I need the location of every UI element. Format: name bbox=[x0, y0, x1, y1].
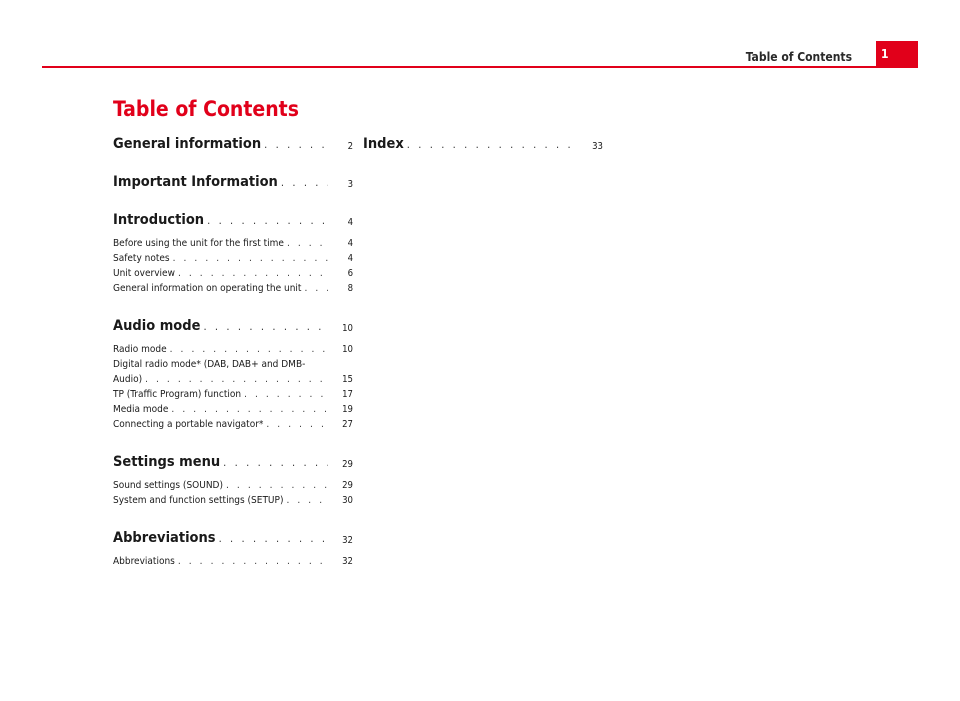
toc-item-label: Radio mode bbox=[113, 344, 167, 355]
toc-page-number: 32 bbox=[342, 556, 353, 567]
toc-group-abbreviations bbox=[113, 554, 353, 569]
toc-page-number: 4 bbox=[347, 238, 353, 249]
toc-item-label: System and function settings (SETUP) bbox=[113, 495, 284, 506]
toc-item-label-line2: Audio) bbox=[113, 374, 143, 385]
toc-item[interactable] bbox=[113, 493, 353, 508]
toc-chapter-label: General information bbox=[113, 136, 262, 152]
page-number-tab bbox=[876, 41, 918, 67]
toc-page-number: 33 bbox=[592, 141, 603, 152]
toc-leader-dots bbox=[407, 138, 578, 152]
toc-group-introduction bbox=[113, 236, 353, 296]
toc-page-number: 30 bbox=[342, 495, 353, 506]
toc-item-label: Sound settings (SOUND) bbox=[113, 480, 223, 491]
toc-item[interactable] bbox=[113, 554, 353, 569]
toc-leader-dots bbox=[264, 138, 328, 152]
header-rule bbox=[42, 66, 918, 68]
toc-leader-dots bbox=[170, 342, 328, 357]
toc-item[interactable] bbox=[113, 402, 353, 417]
page-number: 1 bbox=[881, 47, 889, 61]
toc-chapter-introduction[interactable] bbox=[113, 212, 353, 228]
toc-page-number: 17 bbox=[342, 389, 353, 400]
toc-item[interactable] bbox=[113, 478, 353, 493]
toc-chapter-label: Audio mode bbox=[113, 318, 201, 334]
toc-item-label: TP (Traffic Program) function bbox=[113, 389, 242, 400]
toc-item-label: Abbreviations bbox=[113, 556, 175, 567]
toc-leader-dots bbox=[178, 266, 328, 281]
toc-chapter-label: Important Information bbox=[113, 174, 278, 190]
toc-leader-dots bbox=[173, 251, 328, 266]
toc-leader-dots bbox=[203, 320, 328, 334]
toc-chapter-important[interactable] bbox=[113, 174, 353, 190]
toc-page-number: 4 bbox=[347, 217, 353, 228]
toc-page-number: 27 bbox=[342, 419, 353, 430]
toc-group-settings bbox=[113, 478, 353, 508]
toc-chapter-general[interactable] bbox=[113, 136, 353, 152]
toc-item-label: Safety notes bbox=[113, 253, 170, 264]
toc-leader-dots bbox=[171, 402, 328, 417]
toc-page-number: 10 bbox=[342, 344, 353, 355]
toc-leader-dots bbox=[287, 236, 328, 251]
toc-page-number: 2 bbox=[347, 141, 353, 152]
toc-leader-dots bbox=[223, 456, 328, 470]
toc-chapter-label: Introduction bbox=[113, 212, 205, 228]
toc-item-label: General information on operating the unit bbox=[113, 283, 302, 294]
toc-leader-dots bbox=[226, 478, 328, 493]
toc-page-number: 3 bbox=[347, 179, 353, 190]
toc-item[interactable] bbox=[113, 387, 353, 402]
toc-chapter-settings[interactable] bbox=[113, 454, 353, 470]
toc-leader-dots bbox=[145, 372, 328, 387]
toc-chapter-label: Settings menu bbox=[113, 454, 221, 470]
toc-left-column bbox=[113, 136, 353, 569]
toc-right-column bbox=[363, 136, 603, 152]
toc-page-number: 15 bbox=[342, 374, 353, 385]
toc-item[interactable] bbox=[113, 266, 353, 281]
toc-page-number: 10 bbox=[342, 323, 353, 334]
toc-page-number: 19 bbox=[342, 404, 353, 415]
toc-leader-dots bbox=[266, 417, 328, 432]
toc-item-label: Before using the unit for the first time bbox=[113, 238, 284, 249]
toc-chapter-abbreviations[interactable] bbox=[113, 530, 353, 546]
toc-page-number: 29 bbox=[342, 480, 353, 491]
toc-page-number: 8 bbox=[347, 283, 353, 294]
toc-page-number: 32 bbox=[342, 535, 353, 546]
toc-chapter-label: Index bbox=[363, 136, 404, 152]
toc-chapter-label: Abbreviations bbox=[113, 530, 216, 546]
toc-item-line2 bbox=[113, 372, 353, 387]
toc-page-number: 29 bbox=[342, 459, 353, 470]
toc-leader-dots bbox=[286, 493, 328, 508]
running-header-title: Table of Contents bbox=[745, 50, 852, 64]
toc-item[interactable] bbox=[113, 281, 353, 296]
toc-leader-dots bbox=[178, 554, 328, 569]
toc-item[interactable] bbox=[113, 236, 353, 251]
toc-item[interactable] bbox=[113, 342, 353, 357]
toc-item-wrapped[interactable] bbox=[113, 357, 353, 387]
toc-item[interactable] bbox=[113, 417, 353, 432]
toc-leader-dots bbox=[304, 281, 328, 296]
toc-page-number: 4 bbox=[347, 253, 353, 264]
toc-page-number: 6 bbox=[347, 268, 353, 279]
toc-item-label-line1: Digital radio mode* (DAB, DAB+ and DMB- bbox=[113, 359, 306, 370]
toc-item-label: Connecting a portable navigator* bbox=[113, 419, 264, 430]
toc-item-label: Media mode bbox=[113, 404, 169, 415]
toc-group-audio bbox=[113, 342, 353, 432]
page-title: Table of Contents bbox=[113, 97, 299, 121]
toc-leader-dots bbox=[244, 387, 328, 402]
toc-leader-dots bbox=[219, 532, 328, 546]
toc-leader-dots bbox=[207, 214, 328, 228]
toc-leader-dots bbox=[281, 176, 328, 190]
toc-item[interactable] bbox=[113, 251, 353, 266]
toc-chapter-audio[interactable] bbox=[113, 318, 353, 334]
toc-item-label: Unit overview bbox=[113, 268, 175, 279]
toc-chapter-index[interactable] bbox=[363, 136, 603, 152]
